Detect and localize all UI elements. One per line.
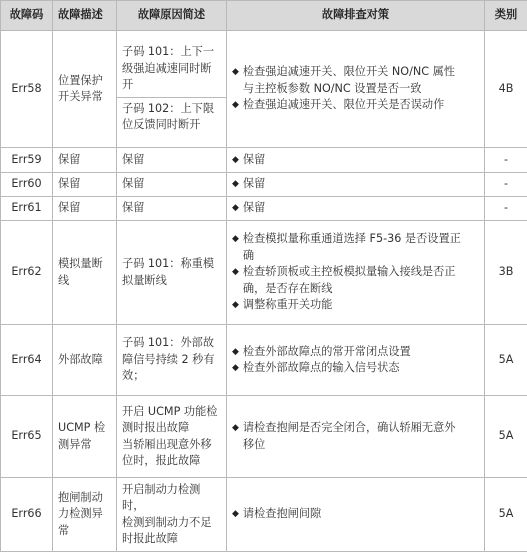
- measure-text: [243, 264, 479, 297]
- measure-line: 确，是否存在断线: [242, 281, 333, 295]
- measure-line: 确: [242, 248, 255, 262]
- diamond-bullet-icon: ◆: [232, 509, 239, 520]
- measure-text: [243, 344, 479, 361]
- cause-subcode: [117, 332, 226, 388]
- cause-subcode: [117, 479, 226, 551]
- cause-line: 拟量断线: [122, 273, 167, 287]
- description-line: 力检测异: [58, 507, 103, 521]
- measure-item: [232, 506, 479, 523]
- description-line: 线: [58, 273, 70, 287]
- diamond-bullet-icon: ◆: [232, 203, 239, 214]
- fault-measure: [227, 325, 485, 396]
- measure-line: 检查外部故障点的输入信号状态: [242, 361, 400, 375]
- fault-measure: [227, 31, 485, 148]
- cause-subcode: [117, 197, 226, 220]
- measure-text: [243, 64, 479, 97]
- measure-line: 调整称重开关功能: [242, 298, 333, 312]
- fault-code: Err66: [1, 478, 53, 552]
- cause-line: 障信号持续 2 秒有: [122, 352, 215, 366]
- fault-category: -: [485, 196, 527, 220]
- fault-cause: [117, 396, 227, 478]
- header-measure: 故障排查对策: [227, 1, 485, 31]
- cause-line: 测时报出故障: [122, 421, 190, 435]
- cause-line: 检测到制动力不足: [122, 515, 212, 529]
- fault-code: Err60: [1, 172, 53, 196]
- fault-category: 4B: [485, 31, 527, 148]
- table-row: [1, 172, 527, 196]
- diamond-bullet-icon: ◆: [232, 154, 239, 165]
- measure-text: [243, 200, 479, 217]
- measure-item: [232, 344, 479, 361]
- table-row: [1, 396, 527, 478]
- measure-line: 移位: [242, 437, 266, 451]
- measure-item: [232, 231, 479, 264]
- fault-code: Err65: [1, 396, 53, 478]
- fault-description: [53, 221, 117, 325]
- fault-measure: [227, 478, 485, 552]
- diamond-bullet-icon: ◆: [232, 67, 239, 78]
- cause-line: 子码 101：外部故: [122, 336, 215, 350]
- table-row: [1, 196, 527, 220]
- diamond-bullet-icon: ◆: [232, 363, 239, 374]
- fault-category: -: [485, 148, 527, 172]
- description-line: 开关异常: [58, 90, 103, 104]
- fault-cause: [117, 221, 227, 325]
- header-row: [1, 1, 527, 31]
- cause-line: 子码 101：称重模: [122, 257, 215, 271]
- fault-code: Err59: [1, 148, 53, 172]
- cause-line: 保留: [122, 176, 145, 190]
- fault-description: [53, 196, 117, 220]
- diamond-bullet-icon: ◆: [232, 423, 239, 434]
- description-line: 常: [58, 523, 70, 537]
- fault-cause: [117, 478, 227, 552]
- fault-cause: [117, 31, 227, 148]
- measure-text: [243, 97, 479, 114]
- diamond-bullet-icon: ◆: [232, 234, 239, 245]
- fault-measure: [227, 396, 485, 478]
- table-row: [1, 148, 527, 172]
- header-desc: 故障描述: [53, 1, 117, 31]
- measure-line: 保留: [242, 176, 266, 190]
- diamond-bullet-icon: ◆: [232, 178, 239, 189]
- description-line: UCMP 检: [58, 421, 106, 435]
- fault-measure: [227, 172, 485, 196]
- measure-line: 检查强迫减速开关、限位开关是否误动作: [242, 98, 445, 112]
- measure-text: [243, 231, 479, 264]
- cause-line: 子码 102：上下限: [122, 101, 215, 115]
- description-line: 保留: [58, 176, 81, 190]
- header-cause: 故障原因简述: [117, 1, 227, 31]
- fault-category: 5A: [485, 396, 527, 478]
- measure-item: [232, 200, 479, 217]
- cause-subcode: [117, 401, 226, 473]
- fault-measure: [227, 221, 485, 325]
- fault-cause: [117, 325, 227, 396]
- cause-line: 级强迫减速同时断: [122, 61, 212, 75]
- diamond-bullet-icon: ◆: [232, 100, 239, 111]
- diamond-bullet-icon: ◆: [232, 300, 239, 311]
- description-line: 位置保护: [58, 73, 103, 87]
- measure-item: [232, 360, 479, 377]
- cause-line: 位时，报此故障: [122, 454, 201, 468]
- measure-item: [232, 64, 479, 97]
- fault-measure: [227, 148, 485, 172]
- fault-description: [53, 396, 117, 478]
- table-row: [1, 478, 527, 552]
- cause-line: 开启制动力检测时，: [122, 482, 201, 513]
- fault-category: 3B: [485, 221, 527, 325]
- fault-category: -: [485, 172, 527, 196]
- diamond-bullet-icon: ◆: [232, 267, 239, 278]
- fault-code: Err62: [1, 221, 53, 325]
- cause-line: 子码 101：上下一: [122, 45, 215, 59]
- table-row: [1, 325, 527, 396]
- header-category: 类别: [485, 1, 527, 31]
- measure-text: [243, 297, 479, 314]
- fault-description: [53, 148, 117, 172]
- diamond-bullet-icon: ◆: [232, 346, 239, 357]
- cause-line: 开启 UCMP 功能检: [122, 404, 218, 418]
- description-line: 测异常: [58, 437, 92, 451]
- fault-category: 5A: [485, 478, 527, 552]
- measure-line: 检查模拟量称重通道选择 F5-36 是否设置正: [242, 232, 461, 246]
- cause-line: 位反馈同时断开: [122, 118, 201, 132]
- fault-category: 5A: [485, 325, 527, 396]
- measure-text: [243, 360, 479, 377]
- measure-item: [232, 420, 479, 453]
- cause-line: 保留: [122, 201, 145, 215]
- measure-line: 保留: [242, 152, 266, 166]
- measure-item: [232, 97, 479, 114]
- fault-cause: [117, 196, 227, 220]
- fault-description: [53, 325, 117, 396]
- measure-item: [232, 176, 479, 193]
- measure-line: 检查强迫减速开关、限位开关 NO/NC 属性: [242, 65, 455, 79]
- measure-text: [243, 176, 479, 193]
- cause-line: 当轿厢出现意外移: [122, 437, 212, 451]
- measure-line: 请检查抱闸是否完全闭合，确认轿厢无意外: [242, 421, 456, 435]
- measure-item: [232, 264, 479, 297]
- measure-item: [232, 152, 479, 169]
- fault-cause: [117, 172, 227, 196]
- fault-cause: [117, 148, 227, 172]
- cause-line: 保留: [122, 152, 145, 166]
- fault-description: [53, 172, 117, 196]
- header-code: 故障码: [1, 1, 53, 31]
- description-line: 保留: [58, 152, 81, 166]
- fault-description: [53, 31, 117, 148]
- measure-line: 检查轿顶板或主控板模拟量输入接线是否正: [242, 265, 456, 279]
- cause-line: 开: [122, 78, 134, 92]
- table-row: [1, 31, 527, 148]
- fault-measure: [227, 196, 485, 220]
- fault-code: Err61: [1, 196, 53, 220]
- measure-text: [243, 506, 479, 523]
- cause-line: 时报此故障: [122, 532, 178, 546]
- measure-line: 检查外部故障点的常开常闭点设置: [242, 344, 411, 358]
- description-line: 保留: [58, 201, 81, 215]
- measure-line: 与主控板参数 NO/NC 设置是否一致: [242, 81, 422, 95]
- cause-subcode: [117, 97, 226, 137]
- cause-subcode: [117, 173, 226, 196]
- measure-text: [243, 420, 479, 453]
- description-line: 模拟量断: [58, 257, 103, 271]
- measure-item: [232, 297, 479, 314]
- fault-code: Err64: [1, 325, 53, 396]
- description-line: 抱闸制动: [58, 490, 103, 504]
- fault-description: [53, 478, 117, 552]
- cause-subcode: [117, 41, 226, 97]
- measure-text: [243, 152, 479, 169]
- measure-line: 请检查抱闸间隙: [242, 507, 322, 521]
- fault-code: Err58: [1, 31, 53, 148]
- cause-line: 效；: [122, 369, 145, 383]
- cause-subcode: [117, 149, 226, 172]
- cause-subcode: [117, 253, 226, 292]
- measure-line: 保留: [242, 201, 266, 215]
- description-line: 外部故障: [58, 352, 103, 366]
- table-row: [1, 221, 527, 325]
